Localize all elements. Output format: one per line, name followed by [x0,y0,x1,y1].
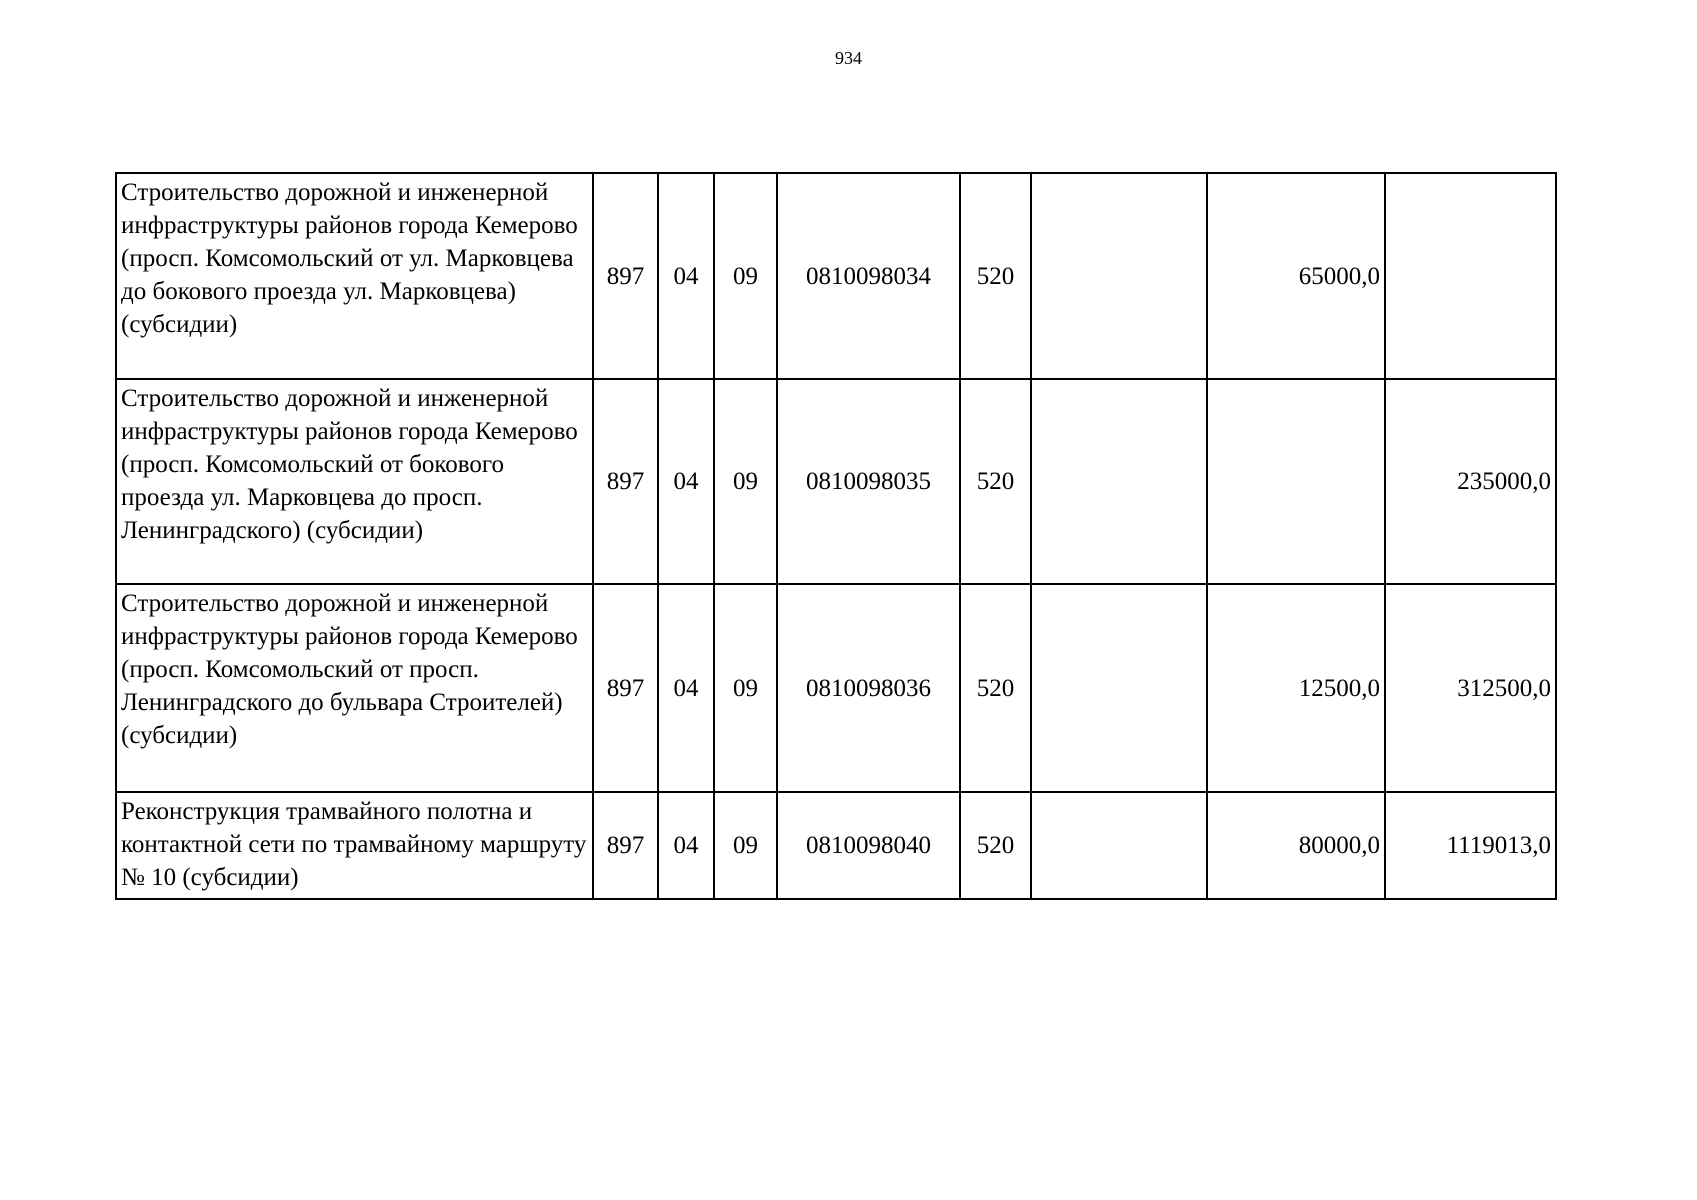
row-name-cell: Строительство дорожной и инженерной инфраструктуры районов города Кемерово (просп. Комсомольский от ул. Марковцева до бокового проезда ул. Марковцева) (субсидии) [116,173,593,379]
row-name-cell: Строительство дорожной и инженерной инфраструктуры районов города Кемерово (просп. Комсомольский от просп. Ленинградского до бульвара Строителей) (субсидии) [116,584,593,792]
table-row [116,792,1556,899]
amount-2-cell: 12500,0 [1207,584,1385,792]
expense-type-cell: 520 [960,379,1031,584]
expense-type-cell: 520 [960,792,1031,899]
section-code-cell: 04 [658,584,714,792]
target-article-cell: 0810098035 [777,379,960,584]
target-article-cell: 0810098036 [777,584,960,792]
subsection-code-cell: 09 [714,173,777,379]
table-row [116,584,1556,792]
amount-2-cell: 80000,0 [1207,792,1385,899]
row-name-cell: Реконструкция трамвайного полотна и контактной сети по трамвайному маршруту № 10 (субсидии) [116,792,593,899]
section-code-cell: 04 [658,379,714,584]
ministry-code-cell: 897 [593,379,658,584]
target-article-cell: 0810098034 [777,173,960,379]
amount-3-cell: 312500,0 [1385,584,1556,792]
subsection-code-cell: 09 [714,584,777,792]
amount-1-cell [1031,173,1207,379]
row-name-cell: Строительство дорожной и инженерной инфраструктуры районов города Кемерово (просп. Комсомольский от бокового проезда ул. Марковцева до просп. Ленинградского) (субсидии) [116,379,593,584]
subsection-code-cell: 09 [714,792,777,899]
amount-1-cell [1031,584,1207,792]
target-article-cell: 0810098040 [777,792,960,899]
expense-type-cell: 520 [960,173,1031,379]
ministry-code-cell: 897 [593,584,658,792]
amount-3-cell: 1119013,0 [1385,792,1556,899]
amount-3-cell: 235000,0 [1385,379,1556,584]
amount-3-cell [1385,173,1556,379]
subsection-code-cell: 09 [714,379,777,584]
expense-type-cell: 520 [960,584,1031,792]
section-code-cell: 04 [658,173,714,379]
amount-1-cell [1031,792,1207,899]
amount-2-cell [1207,379,1385,584]
ministry-code-cell: 897 [593,173,658,379]
table-row [116,173,1556,379]
section-code-cell: 04 [658,792,714,899]
page-number: 934 [835,48,862,68]
ministry-code-cell: 897 [593,792,658,899]
budget-table [115,172,1557,900]
amount-2-cell: 65000,0 [1207,173,1385,379]
table-row [116,379,1556,584]
amount-1-cell [1031,379,1207,584]
